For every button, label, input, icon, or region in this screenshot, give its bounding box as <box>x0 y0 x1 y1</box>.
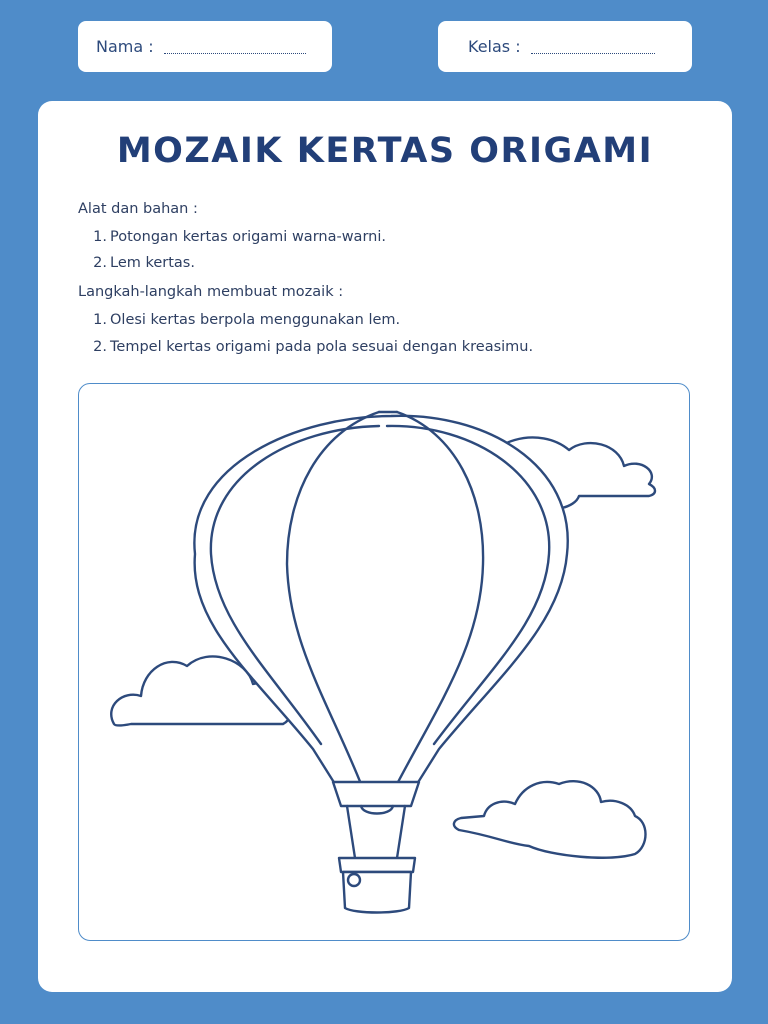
worksheet-card <box>38 101 732 992</box>
steps-item <box>93 339 533 355</box>
class-blank-line[interactable] <box>531 39 655 54</box>
class-field[interactable] <box>438 21 692 72</box>
name-field[interactable] <box>78 21 332 72</box>
materials-item-text: Lem kertas. <box>110 255 195 271</box>
hot-air-balloon-illustration <box>79 384 688 939</box>
hot-air-balloon-icon <box>194 416 567 784</box>
materials-item <box>93 255 195 271</box>
materials-heading: Alat dan bahan : <box>78 201 198 217</box>
name-label: Nama : <box>96 37 154 56</box>
steps-item-text: Olesi kertas berpola menggunakan lem. <box>110 312 401 328</box>
materials-item-text: Potongan kertas origami warna-warni. <box>110 229 386 245</box>
steps-item-number: 2. <box>93 339 107 355</box>
steps-heading: Langkah-langkah membuat mozaik : <box>78 284 344 300</box>
steps-item <box>93 312 400 328</box>
cloud-icon <box>454 781 646 858</box>
coloring-picture-frame <box>78 383 690 941</box>
materials-item <box>93 229 386 245</box>
worksheet-title: MOZAIK KERTAS ORIGAMI <box>116 131 654 171</box>
materials-item-number: 2. <box>93 255 107 271</box>
class-label: Kelas : <box>468 37 521 56</box>
steps-item-text: Tempel kertas origami pada pola sesuai dengan kreasimu. <box>110 339 534 355</box>
name-blank-line[interactable] <box>164 39 306 54</box>
materials-item-number: 1. <box>93 229 107 245</box>
steps-item-number: 1. <box>93 312 107 328</box>
